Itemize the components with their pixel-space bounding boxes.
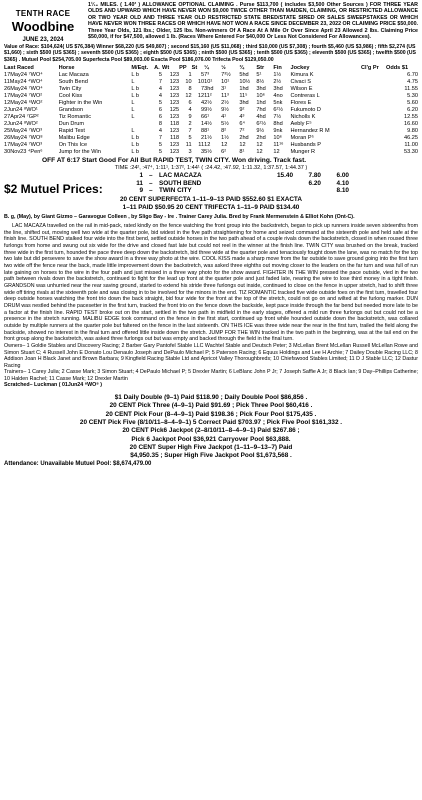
table-cell: 4 xyxy=(188,107,192,114)
table-cell: 4 xyxy=(200,100,205,107)
table-cell: 3 xyxy=(200,149,205,156)
mutuel-row xyxy=(128,187,352,194)
table-cell: 11³ xyxy=(221,93,229,100)
column-header: Jockey xyxy=(290,64,310,71)
table-cell: 123 xyxy=(169,128,180,135)
table-cell: Wilson E xyxy=(290,85,313,92)
table-cell: 30Nov23 ⁴Pen⁶ xyxy=(4,149,43,156)
table-cell: 3¹ xyxy=(221,85,227,92)
table-cell: Aebly F⁵ xyxy=(290,121,312,128)
table-cell xyxy=(361,121,386,128)
table-cell: 7 xyxy=(158,135,163,142)
table-cell: 2½ xyxy=(221,100,229,107)
table-row xyxy=(4,100,418,107)
table-cell: 26May24 ⁷WO⁸ xyxy=(4,135,43,142)
column-header: ¼ xyxy=(204,64,209,71)
trainers: Trainers– 1 Carey Julia; 2 Casse Mark; 3 Simon Stuart; 4 DePaulo Michael P; 5 Drexler Martin; 6 LeBlanc John P Jr; 7 Joseph Saffie A Jr; 8 Black Ian; 9 Day–Phillips Catherine; 10 Halden Rachel; 11 Casse Mark; 12 Drexler Martin xyxy=(4,369,418,382)
table-cell: L xyxy=(131,78,135,85)
table-cell: 12 xyxy=(185,93,192,100)
wager-line: 20 CENT Pick Three (4–9–1) Paid $91.69 ; Pick Three Pool $60,416 . xyxy=(109,402,313,410)
table-row xyxy=(4,128,418,135)
table-cell: 5 xyxy=(158,100,163,107)
table-cell: 4½ xyxy=(204,121,212,128)
column-header: ½ xyxy=(221,64,226,71)
table-cell: 12 xyxy=(204,142,211,149)
mutuel-win: 15.40 xyxy=(277,172,293,180)
table-cell: Tiz Romantic xyxy=(58,114,92,121)
table-cell: 5 xyxy=(200,71,205,78)
mutuel-row xyxy=(128,172,352,179)
table-cell: Lac Macaza xyxy=(58,71,89,78)
table-cell: 1½ xyxy=(273,71,282,78)
fractional-times: TIME :24², :47⁴, 1:11¹, 1:37², 1:44¹ ( :24.42, :47.92, 1:11.32, 1:37.57, 1:44.37 ) xyxy=(114,165,308,172)
table-cell: Jump for the Win xyxy=(58,149,101,156)
table-cell: 5.30 xyxy=(407,93,418,100)
table-cell xyxy=(361,135,386,142)
table-row xyxy=(4,114,418,121)
mutuel-dash: – xyxy=(149,179,153,187)
table-cell: 17May24 ⁷WO⁴ xyxy=(4,71,43,78)
column-header: Str xyxy=(256,64,265,71)
table-cell: Rapid Test xyxy=(58,128,85,135)
exotic-line: 20 CENT SUPERFECTA 1–11–9–13 PAID $552.60 $1 EXACTA xyxy=(120,196,302,204)
table-cell xyxy=(361,79,386,86)
results-table xyxy=(4,65,418,157)
table-cell: Fighter in the Win xyxy=(58,100,103,107)
table-cell: 6 xyxy=(200,114,205,121)
table-cell: 10 xyxy=(185,78,192,85)
table-cell: 5¹ xyxy=(256,71,262,78)
table-cell: L b xyxy=(131,71,139,78)
race-value: Value of Race: $104,624( US $76,384) Winner $68,220 (US $49,807) ; second $15,160 (US $11,068) ; third $10,000 (US $7,308) ; fourth $5,460 (US $3,986) ; fifth $2,274 (US $1,660) ; sixth $500 (US $365) ; seventh $500 (US $365) ; eighth $500 (US $365) ; ninth $500 (US $365) ; tenth $500 (US $365) ; eleventh $500 (US $365) ; twelfth $500 (US $365) . Mutuel Pool $254,705.00 Superfecta Pool $89,003.00 Exacta Pool $186,076.00 Trifecta Pool $129,050.00 xyxy=(4,44,416,63)
table-cell: 6⁴ xyxy=(239,121,245,128)
table-cell xyxy=(361,86,386,93)
table-cell: Flores E xyxy=(290,100,312,107)
table-cell: 2 xyxy=(200,135,205,142)
table-cell: 10⁶ xyxy=(273,135,282,142)
mutuel-win xyxy=(266,187,296,194)
table-cell: 4hd xyxy=(256,114,266,121)
table-cell: 2hd xyxy=(239,135,249,142)
mutuel-dash: – xyxy=(149,186,153,194)
table-cell: 5 xyxy=(188,135,192,142)
table-cell: 9½ xyxy=(204,107,212,114)
table-cell: L xyxy=(131,107,135,114)
table-cell: 1 xyxy=(188,71,192,78)
table-cell: 4 xyxy=(158,128,163,135)
table-cell: 8 xyxy=(188,85,192,92)
column-header: Cl'g Pr xyxy=(360,64,379,71)
column-header: Horse xyxy=(58,64,75,71)
scratched: Scratched– Luckman ( 01Jun24 ⁸WO⁸ ) xyxy=(4,382,103,389)
table-cell: 4¹ xyxy=(221,114,227,121)
table-cell: Munger R xyxy=(290,149,316,156)
table-cell: 5 xyxy=(158,142,163,149)
table-cell: 12 xyxy=(256,149,263,156)
table-cell: 9 xyxy=(200,107,205,114)
table-cell: Twin City xyxy=(58,85,82,92)
table-cell: 123 xyxy=(169,93,180,100)
table-cell: L b xyxy=(131,135,139,142)
table-cell: 123 xyxy=(169,85,180,92)
exotic-payoffs xyxy=(4,196,418,212)
mutuel-horse: TWIN CITY xyxy=(159,186,192,194)
table-cell: South Bend xyxy=(58,78,88,85)
table-cell: 17May24 ⁷WO² xyxy=(4,93,43,100)
table-cell: 10¹ xyxy=(221,78,230,85)
column-header: ¾ xyxy=(239,64,244,71)
table-cell: Moran P⁵ xyxy=(290,135,314,142)
table-cell: 11¹⁶ xyxy=(273,142,284,149)
race-number: TENTH RACE xyxy=(15,9,71,18)
table-cell: Civaci S xyxy=(290,78,311,85)
table-row xyxy=(4,142,418,149)
mutuel-table xyxy=(128,172,352,194)
table-row xyxy=(4,107,418,114)
wager-summary xyxy=(4,394,418,460)
table-cell: 123 xyxy=(169,149,180,156)
table-cell: 6 xyxy=(158,114,163,121)
table-cell: 6 xyxy=(188,100,192,107)
wager-line: $4,950.35 ; Super High Five Jackpot Pool $1,673,568 . xyxy=(130,452,292,460)
table-cell: 123 xyxy=(169,71,180,78)
wager-line: 20 CENT Pick6 Jackpot (2–8/10/11–8–4–9–1) Paid $267.86 ; xyxy=(122,427,300,435)
column-header: PP xyxy=(179,64,187,71)
table-cell: 118 xyxy=(170,135,180,142)
table-cell: 6² xyxy=(221,149,227,156)
chart-page xyxy=(4,0,418,467)
table-cell: 1 xyxy=(200,121,205,128)
table-cell: 2Jun24 ⁸WO¹ xyxy=(4,107,38,114)
table-cell: 9 xyxy=(188,114,192,121)
table-cell: 10⁶ xyxy=(256,93,265,100)
table-cell: 123 xyxy=(169,114,180,121)
table-cell: 9nk xyxy=(273,128,283,135)
table-cell: 5 xyxy=(158,71,163,78)
table-cell: 7 xyxy=(158,78,163,85)
table-cell: Kimura K xyxy=(290,71,314,78)
table-cell: L b xyxy=(131,149,139,156)
table-cell: 2hd xyxy=(256,135,266,142)
table-cell: 8½ xyxy=(256,78,265,85)
table-cell: 6¹ xyxy=(204,114,210,121)
wager-line: $1 Daily Double (9–1) Paid $118.90 ; Daily Double Pool $86,856 . xyxy=(114,394,308,402)
table-cell: L b xyxy=(131,85,139,92)
table-cell: 16.60 xyxy=(404,121,418,128)
table-cell: On This Ice xyxy=(58,142,88,149)
breeding-line: B. g, (May), by Giant Gizmo – Garavogue Colleen , by Sligo Bay - Ire . Trainer Carey Julia. Bred by Frank Mermenstein & Elliot Kohn (Ont-C). xyxy=(4,214,355,221)
table-cell: 26May24 ⁷WO⁴ xyxy=(4,85,43,92)
table-cell: 10½ xyxy=(239,78,251,85)
table-cell xyxy=(361,128,386,135)
owners: Owners– 1 Goldie Stables and Discovery Racing; 2 Barber Gary Pantofel Stable LLC Wachtel Stable and Deutsch Peter; 3 McLellan Brent McLellan Russell McLellan Rowe and Simon Stuart C; 4 Russell John E Donato Lou Denaulo Joseph and DePaulo Michael P; 5 Paterson Racing; 6 Equus Holdings and Lee H Archie; 7 Dailey Double Racing LLC; 8 Addison Joan H Black Janet and Brown Barbara; 9 Kingfield Racing Stable Ltd and Apricot Valley Thoroughbreds; 10 Chiefswood Stables Limited; 11 D J Stable LLC; 12 Dastur Racing xyxy=(4,342,418,369)
mutuel-show: 4.10 xyxy=(336,179,349,187)
table-row xyxy=(4,72,418,79)
table-cell: 5½ xyxy=(204,149,212,156)
table-cell: 4.75 xyxy=(407,78,418,85)
chart-comment: LAC MACAZA travelled on the rail in mid-pack, rated kindly on the fence watching the front group into the backstretch, began to pick up runners inside seven sixteenths from the line, shifted out, moving well two wide at the quarter pole, bid widest in the five path straightening for home and seized command at the sixteenth pole and held safe at the finish line. SOUTH BEND stalked four wide into the first bend, settled outside horses in the two path ahead of a couple rivals down the backstretch, closed in when roused three furlongs from home and swung out six wide for the drive and closed fast late but could not reel in the winner at the finish line. TWIN CITY was brushed on the break, tracked three wide in the first turn, hounded the pace three deep down the backstretch, bid three wide at the quarter pole and tenaciously fought down the lane, was no match for the top two late but did persevere to save the show award in a three way photo at the wire. COOL KISS made a sharp move from the far outside to save ground going into the first turn two wide off the fence near the back, made little improvement down the backstretch, was asked three eighths out moving closer to the leaders on the far turn and was full of run late gaining on horses to the wire in the four path and just missed in a three way photo for the show award. FIGHTER IN THE WIN pressed the pace outside, vied in the two path between rivals down the backstretch, continued to fight for the lead up front at the quarter pole and just faded late, nearing the wire to lose third money in a tight finish. GRANDSON was unhurried near the rear saving ground, started to extend his stride three furlongs out inside, continued to close on the fence in upper stretch, had to shift three wide off tiring rivals at the sixteenth pole and was closing in to be involved for the minors in the end. TIZ ROMANTIC tracked five wide outside foes on the first turn, travelled four deep outside horses watching the front trio down the back straight, bid four wide for the front at the top of the stretch, could not go on and wilted at the furlong marker. DUN DRUM was nestled behind the pacesetter in the first turn, tracked the front trio on the fence down the backside, kept pace inside through the far bend but needed more late to be a factor at the finish line. RAPID TEST broke out on the start, settled in the two path in midfield in the early stages, offered a mild run three furlongs out but could not be a presence in the stretch running. MALIBU EDGE took command on the fence in the first start, continued up front while hounded outside down the backstretch, was collared outside by multiple runners at the quarter pole but faltered on the fence in the last sixteenth. ON THIS ICE was three wide near the rear in the first turn, trailed the field along the backside, showed no interest in the final turn and offered little inside down the stretch. JUMP FOR THE WIN tracked in the two path in the beginning, was at the tail end on the front group along the backstretch, was asked three furlongs out but was empty and backed through the field in the final turn. xyxy=(4,223,418,343)
mutuel-show: 8.10 xyxy=(336,186,349,194)
table-cell xyxy=(361,100,386,107)
table-cell: 1½ xyxy=(204,135,212,142)
mutuel-place: 6.20 xyxy=(308,179,321,187)
table-cell: 25May24 ⁷WO³ xyxy=(4,128,43,135)
table-row xyxy=(4,149,418,156)
table-cell: 1hd xyxy=(256,100,266,107)
table-cell: 8hd xyxy=(273,121,283,128)
mutuel-program: 9 xyxy=(139,186,143,194)
table-cell xyxy=(361,72,386,79)
table-cell: 11⁵ xyxy=(239,93,248,100)
table-header-row xyxy=(4,65,418,72)
attendance: Attendance: Unavailable Mutuel Pool: $8,674,479.00 xyxy=(4,461,152,468)
table-cell: Hernandez R M xyxy=(290,128,330,135)
table-cell: Malibu Edge xyxy=(58,135,90,142)
column-header: A. xyxy=(154,64,160,71)
mutuel-program: 1 xyxy=(139,172,143,180)
table-cell: 7 xyxy=(200,85,205,92)
table-row xyxy=(4,121,418,128)
race-date: JUNE 23, 2024 xyxy=(22,37,64,43)
table-cell: 6.70 xyxy=(407,71,418,78)
table-cell: 17May24 ⁷WO³ xyxy=(4,142,43,149)
table-cell: L b xyxy=(131,93,139,100)
table-cell: L xyxy=(131,128,135,135)
table-cell: 9.80 xyxy=(407,128,418,135)
table-cell: 12 xyxy=(256,142,263,149)
table-cell: 2½ xyxy=(204,100,212,107)
table-cell: 11.00 xyxy=(404,142,418,149)
table-cell: 4 xyxy=(158,85,163,92)
table-cell: 5½ xyxy=(221,121,229,128)
table-cell xyxy=(361,107,386,114)
table-cell: 27Apr24 ⁷GP² xyxy=(4,114,39,121)
table-row xyxy=(4,135,418,142)
table-cell: 7³ xyxy=(204,71,210,78)
table-row xyxy=(4,86,418,93)
table-cell: 6.20 xyxy=(407,107,418,114)
table-cell: L xyxy=(131,100,135,107)
wager-line: 20 CENT Pick Five (8/10/11–8–4–9–1) 5 Correct Paid $703.97 ; Pick Five Pool $161,332 . xyxy=(79,418,343,426)
table-cell: 7½ xyxy=(273,114,282,121)
table-cell: 7³½ xyxy=(221,71,231,78)
column-header: Wt xyxy=(162,64,170,71)
table-cell: 4no xyxy=(273,93,283,100)
table-cell: 11May24 ⁴WO⁴ xyxy=(4,78,43,85)
table-cell: 1½ xyxy=(221,135,229,142)
table-cell: 6²½ xyxy=(273,107,284,114)
table-row xyxy=(4,93,418,100)
column-header: Fin xyxy=(273,64,282,71)
column-header: M/Eqt. xyxy=(131,64,149,71)
wager-line: 20 CENT Super High Five Jackpot (1–11–9–13–7) Paid xyxy=(129,443,293,451)
table-cell: 11 xyxy=(198,142,205,149)
table-cell xyxy=(361,114,386,121)
mutuel-dash: – xyxy=(149,172,153,180)
table-cell: 9² xyxy=(239,107,245,114)
column-header: Last Raced xyxy=(4,64,34,71)
table-cell: 7 xyxy=(188,128,192,135)
exotic-line: 1–11 PAID $50.95 20 CENT TRIFECTA 1–11–9 PAID $134.40 xyxy=(122,204,300,212)
mutuel-prices xyxy=(4,172,418,196)
table-cell: 3hd xyxy=(273,85,283,92)
table-cell: 1hd xyxy=(239,85,249,92)
mutuel-place xyxy=(296,187,324,194)
table-cell: 4³ xyxy=(239,114,245,121)
mutuel-place: 7.80 xyxy=(308,172,321,180)
table-cell: Contreras L xyxy=(290,93,320,100)
table-cell: 3 xyxy=(188,149,192,156)
table-cell: 12 xyxy=(239,142,246,149)
table-cell: 5.60 xyxy=(407,100,418,107)
table-cell: 10 xyxy=(197,78,205,85)
table-cell: 123 xyxy=(169,142,180,149)
mutuel-win xyxy=(266,180,296,187)
table-cell: 125 xyxy=(169,107,180,114)
table-cell: 3hd xyxy=(256,85,266,92)
race-identity xyxy=(4,2,82,43)
table-cell: 5nk xyxy=(273,100,283,107)
table-cell: Nicholls K xyxy=(290,114,316,121)
table-cell xyxy=(131,121,154,128)
wager-line: 20 CENT Pick Four (8–4–9–1) Paid $198.36 ; Pick Four Pool $175,435 . xyxy=(105,410,317,418)
table-cell: 123 xyxy=(169,100,180,107)
table-cell xyxy=(361,142,386,149)
table-cell: Cool Kiss xyxy=(58,93,83,100)
table-cell: Dun Drum xyxy=(58,121,85,128)
table-cell: 118 xyxy=(170,121,180,128)
results-body xyxy=(4,72,418,157)
table-cell: 5 xyxy=(158,149,163,156)
mutuel-row xyxy=(128,180,352,187)
table-cell: 7² xyxy=(239,128,245,135)
table-cell xyxy=(361,149,386,156)
mutuel-horse: LAC MACAZA xyxy=(159,172,202,180)
track-name: Woodbine xyxy=(11,19,75,34)
table-cell: 11 xyxy=(185,142,192,149)
table-cell: 46.25 xyxy=(404,135,418,142)
table-cell: 2 xyxy=(188,121,192,128)
table-cell: 6²½ xyxy=(256,121,267,128)
table-cell: 10¹ xyxy=(204,78,213,85)
off-line: OFF AT 6:17 Start Good For All But RAPID TEST, TWIN CITY. Won driving. Track fast. xyxy=(42,157,307,165)
table-cell xyxy=(361,93,386,100)
table-cell: 3hd xyxy=(204,85,214,92)
race-conditions: 1¹⁄₁₆ MILES. ( 1.40³ ) ALLOWANCE OPTIONAL CLAIMING . Purse $113,700 ( includes $3,500 Other Sources ) FOR THREE YEAR OLDS AND UPWARD WHICH HAVE NEVER WON $9,000 TWICE OTHER THAN MAIDEN, CLAIMING, OR RESTRICTED ALLOWANCE OR TWO YEAR OLD AND THREE YEAR OLD RESTRICTED STATE BRED/STATE SIRED OR SALES SWEEPSTAKES OR WHICH HAVE NEVER WON THREE RACES OR WHICH HAVE NOT WON A RACE SINCE DECEMBER 23, 2022 OR CLAIMING PRICE $50,000. Three Year Olds, 121 lbs.; Older, 125 lbs. Non-winners Of A Race At A Mile Or Over Since April 23 Allowed 2 lbs. Claiming Price $50,000, if for $47,500, allowed 1 lb. (Races Where Entered For $40,000 Or Less Not Considered For Allowances). xyxy=(88,2,418,41)
mutuel-horse: SOUTH BEND xyxy=(159,179,202,187)
wager-line: Pick 6 Jackpot Pool $36,921 Carryover Pool $63,888. xyxy=(131,435,291,443)
column-header: St xyxy=(191,64,198,71)
table-cell: 2Jun24 ⁸WO² xyxy=(4,121,38,128)
table-cell: Grandson xyxy=(58,107,84,114)
table-cell: 12.55 xyxy=(404,114,418,121)
table-cell: 8¹ xyxy=(204,128,210,135)
table-cell: 2½ xyxy=(273,78,282,85)
table-cell: 9½ xyxy=(256,128,265,135)
mutuel-show: 6.00 xyxy=(336,172,349,180)
table-row xyxy=(4,79,418,86)
table-cell: 12 xyxy=(221,142,228,149)
table-cell: Husbands P xyxy=(290,142,321,149)
table-cell: 8² xyxy=(221,128,227,135)
table-cell: 8 xyxy=(158,121,163,128)
table-cell: 3hd xyxy=(239,100,249,107)
table-cell: 9½ xyxy=(221,107,229,114)
table-cell: 8 xyxy=(200,128,205,135)
column-header: Odds $1 xyxy=(386,64,409,71)
mutuel-title: $2 Mutuel Prices: xyxy=(4,182,103,197)
table-cell: 53.30 xyxy=(404,149,418,156)
mutuel-program: 11 xyxy=(136,179,143,187)
table-cell: L xyxy=(131,114,135,121)
table-cell: 11.55 xyxy=(404,85,418,92)
table-cell: Fukumoto D xyxy=(290,107,321,114)
table-cell: 12 xyxy=(273,149,280,156)
race-header xyxy=(4,2,418,43)
table-cell: 4 xyxy=(158,93,163,100)
table-cell: 11² xyxy=(204,93,212,100)
table-cell: L b xyxy=(131,142,139,149)
table-cell: 123 xyxy=(169,78,180,85)
table-cell: 6 xyxy=(158,107,163,114)
table-cell: 8¹ xyxy=(239,149,245,156)
table-cell: 12May24 ⁶WO² xyxy=(4,100,43,107)
table-cell: 5hd xyxy=(239,71,249,78)
table-cell: 12 xyxy=(197,93,205,100)
table-cell: 7hd xyxy=(256,107,266,114)
